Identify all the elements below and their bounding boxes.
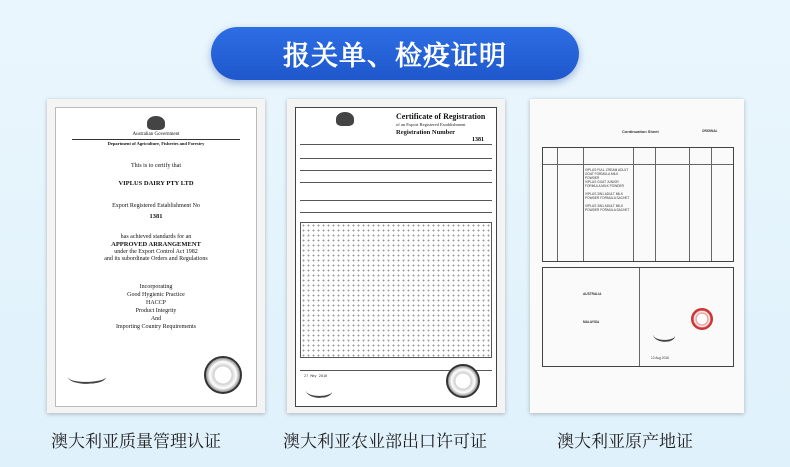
integrity-text: Product Integrity [135,308,177,314]
export-license-image [287,99,505,413]
caption-export-license: 澳大利亚农业部出口许可证 [283,432,487,452]
product-2: VIPLUS GOAT JUNIOR FORMULA MILK POWDER [585,180,624,189]
caption-origin-cert: 澳大利亚原产地证 [557,432,693,452]
product-3: VIPLUS 3IN1 ADULT MILK POWDER FORMULA SACHET [585,192,630,201]
official-seal [204,356,242,394]
product-4: VIPLUS 3IN1 ADULT MILK POWDER FORMULA SACHET [585,204,630,213]
and-text: And [150,316,162,322]
est-number: 1381 [149,213,163,220]
declaration-box [542,267,734,367]
official-seal [446,364,480,398]
page-banner: 报关单、检疫证明 [211,27,579,80]
certify-text: This is to certify that [131,163,181,169]
signature-mark [653,327,676,343]
achieved-text: has achieved standards for an [120,234,192,240]
govt-label: Australian Government [132,132,180,137]
registration-form [295,107,497,407]
dept-label: Department of Agriculture, Fisheries and Forestry [72,139,240,146]
coat-of-arms-icon [147,116,165,130]
country-label: AUSTRALIA [583,292,602,296]
ghp-text: Good Hygienic Practice [127,292,185,298]
arrangement-text: APPROVED ARRANGEMENT [111,241,201,248]
caption-quality-cert: 澳大利亚质量管理认证 [51,432,221,452]
incorporating-text: Incorporating [139,284,173,290]
goods-table [542,147,734,262]
quality-certificate-image [47,99,265,413]
product-1: VIPLUS FULL CREAM ADULT GOAT FORMULA MILK POWDER [585,168,629,181]
reg-label: Registration Number [396,129,456,136]
orders-text: and its subordinate Orders and Regulations [104,256,208,262]
certificate-frame [55,107,257,407]
reg-number: 1381 [472,137,484,143]
haccp-text: HACCP [145,300,166,306]
cert-subtitle: of an Export Registered Establishment [396,122,466,127]
export-est-text: Export Registered Establishment No [112,203,200,209]
act-text: under the Export Control Act 1982 [114,249,198,255]
issue-date: 27 May 2016 [304,374,328,378]
sign-date: 12 Aug 2016 [651,356,669,360]
original-label: ORIGINAL [702,129,718,133]
cert-title: Certificate of Registration [396,112,486,121]
signature-mark [306,383,333,399]
company-name: VIPLUS DAIRY PTY LTD [118,180,194,187]
signature-mark [68,369,107,386]
red-seal [691,308,713,330]
origin-certificate-image [530,99,744,413]
registration-grid [300,222,492,358]
importing-text: Importing Country Requirements [116,324,196,330]
sheet-heading: Continuation Sheet [622,129,659,134]
exporter-country: MALAYSIA [583,320,600,324]
coat-of-arms-icon [336,112,354,126]
